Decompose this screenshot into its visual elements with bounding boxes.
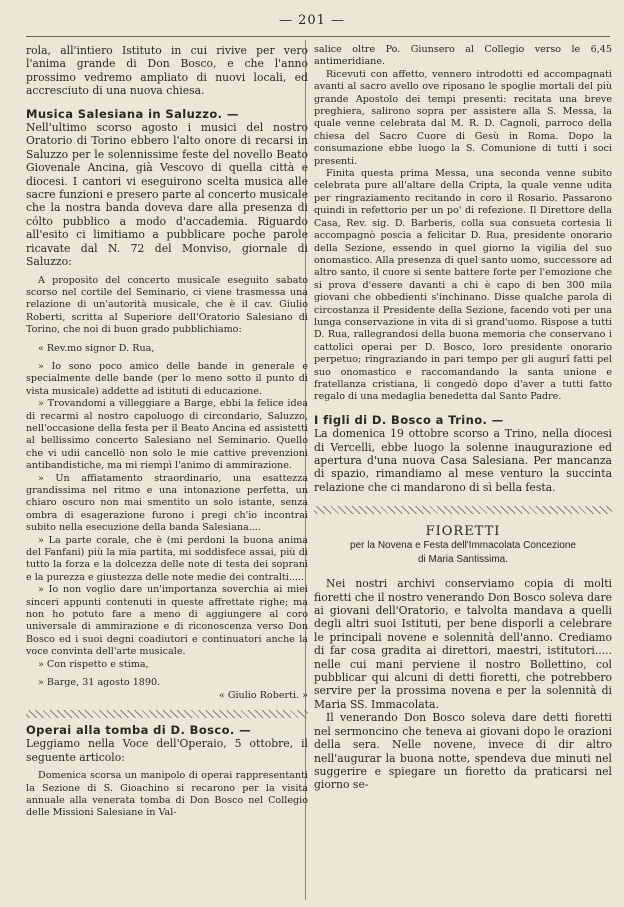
quote-para-5: » Io non voglio dare un'importanza soverchia ai miei sinceri appunti contenuti in queste affrettate righe; ma non ho potuto fare a meno di aggiungere al coro universale di ammirazione e di riconoscenza verso Don Bosco ed i suoi degni coadiutori e continuatori anche la voce convinta dell'arte musicale. <box>26 584 308 658</box>
quote-para-4: » La parte corale, che è (mi perdoni la buona anima del Fanfani) più la mia partita, mi soddisfece assai, più di tutto la forza e la dolcezza delle note di testa dei soprani e la purezza e giustezza delle note medie dei contralti..... <box>26 534 308 583</box>
header-rule <box>26 36 610 37</box>
quote-para-6: » Con rispetto e stima, <box>38 658 149 670</box>
musica-heading: Musica Salesiana in Saluzzo. — <box>26 106 239 121</box>
left-column <box>26 44 308 899</box>
fioretti-title: FIORETTI <box>425 524 501 540</box>
operai-para-1: Ricevuti con affetto, vennero introdotti ed accompagnati avanti al sacro avello ove riposano le spoglie mortali del più grande Apostolo dei tempi presenti: recitata una breve preghiera, salirono sopra per assistere alla S. Messa, la quale venne celebrata dal M. R. D. Cagnoli, parroco della chiesa del Sacro Cuore di Gesù in Roma. Dopo la consumazione ebbe luogo la S. Comunione di tutti i soci presenti. <box>314 68 612 167</box>
quote-para-3: » Un affiatamento straordinario, una esattezza grandissima nel ritmo e una intonazione perfetta, un chiaro oscuro non mai smentito un solo istante, senza ombra di esagerazione furono i pregi ch'io incontrai subito nella esecuzione della banda Salesiana.... <box>26 472 308 534</box>
fioretti-subtitle-2: di Maria Santissima. <box>417 554 509 566</box>
quote-para-1: » Io sono poco amico delle bande in generale e specialmente delle bande (per lo meno sotto il punto di vista musicale) addette ad istituti di educazione. <box>26 360 308 397</box>
quote-salute: « Rev.mo signor D. Rua, <box>38 342 155 354</box>
operai-para-2: Finita questa prima Messa, una seconda venne subito celebrata pure all'altare della Cripta, la quale venne udita per ringraziamento recitando in coro il Rosario. Passarono quindi in refettorio per un po' di refezione. Il Direttore della Casa, Rev. sig. D. Barberis, colla sua consueta cortesia li accompagnò poscia a felicitar D. Rua, presidente onorario della Sezione, essendo in quel giorno la vigilia del suo onomastico. Alla presenza di quel santo uomo, successore ad altro santo, il cuore si sente battere forte per l'emozione che si prova d'essere davanti a chi è capo di ben 300 mila giovani che obbedienti s'inchinano. Disse qualche parola di circostanza il Presidente della Sezione, facendo voti per una lunga conservazione in vita di sì grand'uomo. Rispose a tutti D. Rua, rallegrandosi della buona memoria che conservano i cattolici operai per D. Bosco, loro presidente onorario perpetuo; ringraziando in pari tempo per gli augurî fatti pel suo onomastico e raccomandando la santa unione e fratellanza cristiana, li congedò dopo d'aver a tutti fatto regalo di una medaglia benedetta dal Santo Padre. <box>314 168 612 403</box>
quote-date: » Barge, 31 agosto 1890. <box>38 677 161 689</box>
musica-body: Nell'ultimo scorso agosto i musici del nostro Oratorio di Torino ebbero l'alto onore di recarsi in Saluzzo per le solennissime feste del novello Beato Giovenale Ancina, già Vescovo di quella città e diocesi. I cantori vi eseguirono scelta musica alle sacre funzioni e presero parte al concerto musicale che la nostra banda doveva dare alla presenza di cólto pubblico a modo d'accademia. Riguardo all'esito ci limitiamo a pubblicare poche parole ricavate dal N. 72 del Monviso, giornale di Saluzzo: <box>26 121 308 269</box>
quote-para-2: » Trovandomi a villeggiare a Barge, ebbi la felice idea di recarmi al nostro capoluogo di circondario, Saluzzo, nell'occasione della festa per il Beato Ancina ed assistetti al bellissimo concerto Salesiano nel Seminario. Quello che vi udii cancellò non solo le mie cattive prevenzioni antibandistiche, ma mi riempì l'animo di ammirazione. <box>26 398 308 472</box>
page-number: — 201 — <box>278 13 346 28</box>
operai-heading: Operai alla tomba di D. Bosco. — <box>26 722 251 737</box>
quote-intro: A proposito del concerto musicale eseguito sabato scorso nel cortile del Seminario, ci viene trasmessa una relazione di un'autorità musicale, che è il cav. Giulio Roberti, scritta al Superiore dell'Oratorio Salesiano di Torino, che noi di buon grado pubblichiamo: <box>26 274 308 336</box>
operai-quote: Domenica scorsa un manipolo di operai rappresentanti la Sezione di S. Gioachino si recarono per la visita annuale alla venerata tomba di Don Bosco nel Collegio delle Missioni Salesiane in Val- <box>26 770 308 819</box>
figli-heading: I figli di D. Bosco a Trino. — <box>314 412 504 427</box>
figli-body: La domenica 19 ottobre scorso a Trino, nella diocesi di Vercelli, ebbe luogo la solenne inaugurazione ed apertura d'una nuova Casa Salesiana. Per mancanza di spazio, rimandiamo al mese venturo la succinta relazione che ci mandarono di sì bella festa. <box>314 427 612 494</box>
quote-signature: « Giulio Roberti. » <box>218 689 308 701</box>
fioretti-subtitle-1: per la Novena e Festa dell'Immacolata Concezione <box>350 540 576 552</box>
section-divider <box>26 710 308 718</box>
fioretti-para-1: Nei nostri archivi conserviamo copia di molti fioretti che il nostro venerando Don Bosco soleva dare ai giovani dell'Oratorio, e talvolta mandava a quelli degli altri suoi Istituti, per bene disporli a celebrare le principali novene e solennità dell'anno. Crediamo di far cosa gradita ai direttori, maestri, istitutori..... nelle cui mani perviene il nostro Bollettino, col pubblicar qui alcuni di detti fioretti, che potrebbero servire per la prossima novena e per la solennità di Maria SS. Immacolata. <box>314 577 612 711</box>
fioretti-divider <box>314 506 612 514</box>
operai-continuation: salice oltre Po. Giunsero al Collegio verso le 6,45 antimeridiane. <box>314 44 612 68</box>
right-column <box>314 44 612 899</box>
fioretti-para-2: Il venerando Don Bosco soleva dare detti fioretti nel sermoncino che teneva ai giovani dopo le orazioni della sera. Nelle novene, invece di dir altro nell'augurar la buona notte, spendeva due minuti nel suggerire e spiegare un fioretto da praticarsi nel giorno se- <box>314 711 612 792</box>
intro-paragraph: rola, all'intiero Istituto in cui rivive per vero l'anima grande di Don Bosco, e che l'anno prossimo vedremo ampliato di nuovi locali, ed accresciuto di una nuova chiesa. <box>26 44 308 98</box>
operai-body: Leggiamo nella Voce dell'Operaio, 5 ottobre, il seguente articolo: <box>26 737 308 764</box>
